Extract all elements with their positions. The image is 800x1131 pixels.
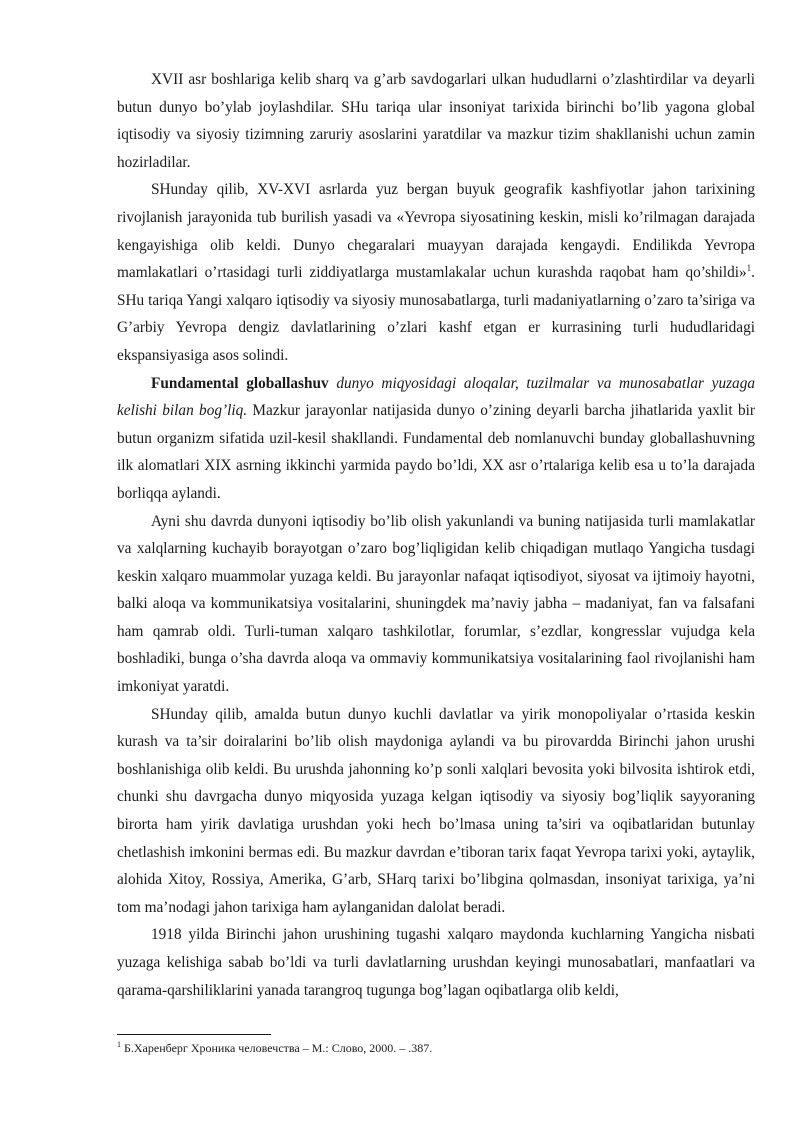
paragraph-5-text: SHunday qilib, amalda butun dunyo kuchli davlatlar va yirik monopoliyalar o’rtasida keskin kurash va ta’sir doiralarini bo’lib olish maydoniga aylandi va bu pirovardda Birinchi jahon urushi boshlanishiga olib keldi. Bu urushda jahonning ko’p sonli xalqlari bevosita yoki bilvosita ishtirok etdi, chunki shu davrgacha dunyo miqyosida yuzaga kelgan iqtisodiy va siyosiy bog’liqlik sayyoraning birorta ham yirik davlatiga urushdan yoki hech bo’lmasa uning ta’siri va oqibatlaridan butunlay chetlashish imkonini bermas edi. Bu mazkur davrdan e’tiboran tarix faqat Yevropa tarixi yoki, aytaylik, alohida Xitoy, Rossiya, Amerika, G’arb, SHarq tarixi bo’libgina qolmasdan, insoniyat tarixiga, ya’ni tom ma’nodagi jahon tarixiga ham aylanganidan dalolat beradi. <box>117 705 755 916</box>
footnote <box>117 1040 755 1056</box>
paragraph-3 <box>117 370 755 508</box>
paragraph-4 <box>117 508 755 701</box>
paragraph-1-text: XVII asr boshlariga kelib sharq va g’arb savdogarlari ulkan hududlarni o’zlashtirdilar va deyarli butun dunyo bo’ylab joylashdilar. SHu tariqa ular insoniyat tarixida birinchi bo’lib yagona global iqtisodiy va siyosiy tizimning zaruriy asoslarini yaratdilar va mazkur tizim shakllanishi uchun zamin hozirladilar. <box>117 71 755 171</box>
paragraph-2-continuation: . SHu tariqa Yangi xalqaro iqtisodiy va siyosiy munosabatlarga, turli madaniyatlarning o’zaro ta’siriga va G’arbiy Yevropa dengiz davlatlarining o’zlari kashf etgan er kurrasining turli hududlaridagi ekspansiyasiga asos solindi. <box>117 264 755 364</box>
paragraph-3-text: Mazkur jarayonlar natijasida dunyo o’zining deyarli barcha jihatlarida yaxlit bir butun organizm sifatida uzil-kesil shakllandi. Fundamental deb nomlanuvchi bunday globallashuvning ilk alomatlari XIX asrning ikkinchi yarmida paydo bo’ldi, XX asr o’rtalariga kelib esa u to’la darajada borliqqa aylandi. <box>117 402 755 502</box>
footnote-text: Б.Харенберг Хроника человечства – М.: Слово, 2000. – .387. <box>121 1041 433 1055</box>
footnote-marker: 1 <box>117 1040 121 1049</box>
paragraph-2 <box>117 176 755 369</box>
footnote-reference[interactable]: 1 <box>746 263 752 274</box>
paragraph-6 <box>117 921 755 1004</box>
paragraph-5 <box>117 701 755 922</box>
term-definition: dunyo miqyosidagi aloqalar, tuzilmalar va munosabatlar yuzaga kelishi bilan bog’liq. <box>117 374 755 420</box>
paragraph-2-text: SHunday qilib, XV-XVI asrlarda yuz bergan buyuk geografik kashfiyotlar jahon tarixining rivojlanish jarayonida tub burilish yasadi va «Yevropa siyosatining keskin, misli ko’rilmagan darajada kengayishiga olib keldi. Dunyo chegaralari muayyan darajada kengaydi. Endilikda Yevropa mamlakatlari o’rtasidagi turli ziddiyatlarga mustamlakalar uchun kurashda raqobat ham qo’shildi» <box>117 181 755 282</box>
paragraph-6-text: 1918 yilda Birinchi jahon urushining tugashi xalqaro maydonda kuchlarning Yangicha nisbati yuzaga kelishiga sabab bo’ldi va turli davlatlarning urushdan keyingi munosabatlari, manfaatlari va qarama-qarshiliklarini yanada tarangroq tugunga bog’lagan oqibatlarga olib keldi, <box>117 926 755 999</box>
paragraph-1 <box>117 66 755 176</box>
document-body <box>117 66 755 1004</box>
footnote-separator <box>117 1034 271 1035</box>
term-fundamental-globalization: Fundamental globallashuv <box>151 374 329 392</box>
paragraph-4-text: Ayni shu davrda dunyoni iqtisodiy bo’lib olish yakunlandi va buning natijasida turli mamlakatlar va xalqlarning kuchayib borayotgan o’zaro bog’liqligidan kelib chiqadigan mutlaqo Yangicha tusdagi keskin xalqaro muammolar yuzaga keldi. Bu jarayonlar nafaqat iqtisodiyot, siyosat va ijtimoiy hayotni, balki aloqa va kommunikatsiya vositalarini, shuningdek ma’naviy jabha – madaniyat, fan va falsafani ham qamrab oldi. Turli-tuman xalqaro tashkilotlar, forumlar, s’ezdlar, kongresslar vujudga kela boshladiki, bunga o’sha davrda aloqa va ommaviy kommunikatsiya vositalarining faol rivojlanishi ham imkoniyat yaratdi. <box>117 512 755 696</box>
